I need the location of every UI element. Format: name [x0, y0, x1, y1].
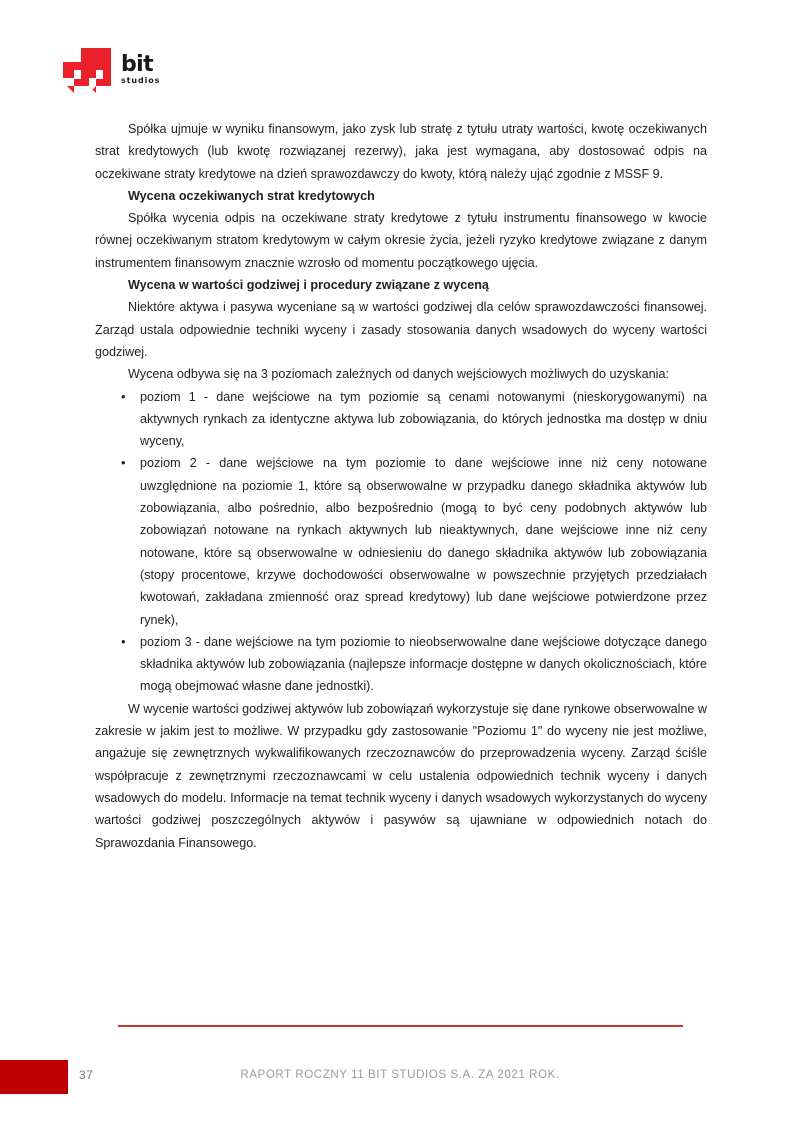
list-item-label: poziom 2 - dane wejściowe na tym poziomie to dane wejściowe inne niż ceny notowane uwzględnione na poziomie 1, które są obserwowalne w przypadku danego składnika aktywów lub zobowiązania, albo pośrednio, albo bezpośrednio (mogą to być ceny podobnych aktywów lub zobowiązań notowane na rynkach aktywnych lub nieaktywnych, dane wejściowe inne niż ceny notowane, które są obserwowalne w odniesieniu do danego składnika aktywów lub zobowiązania (stopy procentowe, krzywe dochodowości obserwowalne w powszechnie przyjętych przedziałach kwotowań, zakładana zmienność oraz spread kredytowy) lub dane wejściowe potwierdzone przez rynek), — [140, 456, 707, 627]
bullet-icon: • — [121, 388, 126, 404]
heading-fair-value-measurement: Wycena w wartości godziwej i procedury związane z wyceną — [128, 278, 489, 293]
paragraph-fair-value-market-data: W wycenie wartości godziwej aktywów lub zobowiązań wykorzystuje się dane rynkowe obserwowalne w zakresie w jakim jest to możliwe. W przypadku gdy zastosowanie "Poziomu 1" do wyceny nie jest możliwe, angażuje się zewnętrznych wykwalifikowanych rzeczoznawców do przeprowadzenia wyceny. Zarząd ściśle współpracuje z zewnętrznymi rzeczoznawcami w celu ustalenia odpowiednich technik wyceny i danych wsadowych do modelu. Informacje na temat technik wyceny i danych wsadowych wykorzystanych do wyceny wartości godziwej poszczególnych aktywów i pasywów są ujawniane w odpowiednich notach do Sprawozdania Finansowego. — [95, 701, 707, 850]
footer-caption: RAPORT ROCZNY 11 BIT STUDIOS S.A. ZA 2021 ROK. — [240, 1068, 560, 1081]
brand-logo — [63, 48, 173, 96]
bullet-icon: • — [121, 633, 126, 649]
fair-value-levels-list — [95, 386, 707, 698]
paragraph-fair-value-intro: Niektóre aktywa i pasywa wyceniane są w wartości godziwej dla celów sprawozdawczości finansowej. Zarząd ustala odpowiednie techniki wyceny i zasady stosowania danych wsadowych do wyceny wartości godziwej. — [95, 300, 707, 359]
bullet-icon: • — [121, 455, 126, 471]
list-item — [95, 386, 707, 453]
paragraph-expected-credit-losses: Spółka wycenia odpis na oczekiwane straty kredytowe z tytułu instrumentu finansowego w kwocie równej oczekiwanym stratom kredytowym w całym okresie życia, jeżeli ryzyko kredytowe związane z danym instrumentem finansowym znacznie wzrosło od momentu początkowego ujęcia. — [95, 211, 707, 270]
list-item — [95, 631, 707, 698]
paragraph-three-levels-intro: Wycena odbywa się na 3 poziomach zależnych od danych wejściowych możliwych do uzyskania: — [128, 367, 669, 382]
list-item-label: poziom 1 - dane wejściowe na tym poziomie są cenami notowanymi (nieskorygowanymi) na aktywnych rynkach za identyczne aktywa lub zobowiązania, do których jednostka ma dostęp w dniu wyceny, — [140, 389, 707, 449]
paragraph-credit-loss-recognition: Spółka ujmuje w wyniku finansowym, jako zysk lub stratę z tytułu utraty wartości, kwotę oczekiwanych strat kredytowych (lub kwotę rozwiązanej rezerwy), jaka jest wymagana, aby dostosować odpis na oczekiwane straty kredytowe na dzień sprawozdawczy do kwoty, którą należy ująć zgodnie z MSSF 9. — [95, 122, 707, 181]
brand-wordmark — [121, 54, 173, 94]
footer-divider — [118, 1025, 683, 1027]
brand-wordmark-secondary: studios — [121, 76, 161, 85]
list-item-label: poziom 3 - dane wejściowe na tym poziomie to nieobserwowalne dane wejściowe dotyczące danego składnika aktywów lub zobowiązania (najlepsze informacje dostępne w danych okolicznościach, które mogą obejmować własne dane jednostki). — [140, 634, 707, 694]
list-item — [95, 452, 707, 630]
page-number: 37 — [79, 1068, 94, 1082]
heading-expected-credit-losses: Wycena oczekiwanych strat kredytowych — [128, 188, 375, 203]
page-content — [95, 118, 707, 854]
11-bit-studios-logo-mark-icon — [63, 48, 115, 93]
brand-wordmark-primary: bit — [121, 52, 154, 77]
